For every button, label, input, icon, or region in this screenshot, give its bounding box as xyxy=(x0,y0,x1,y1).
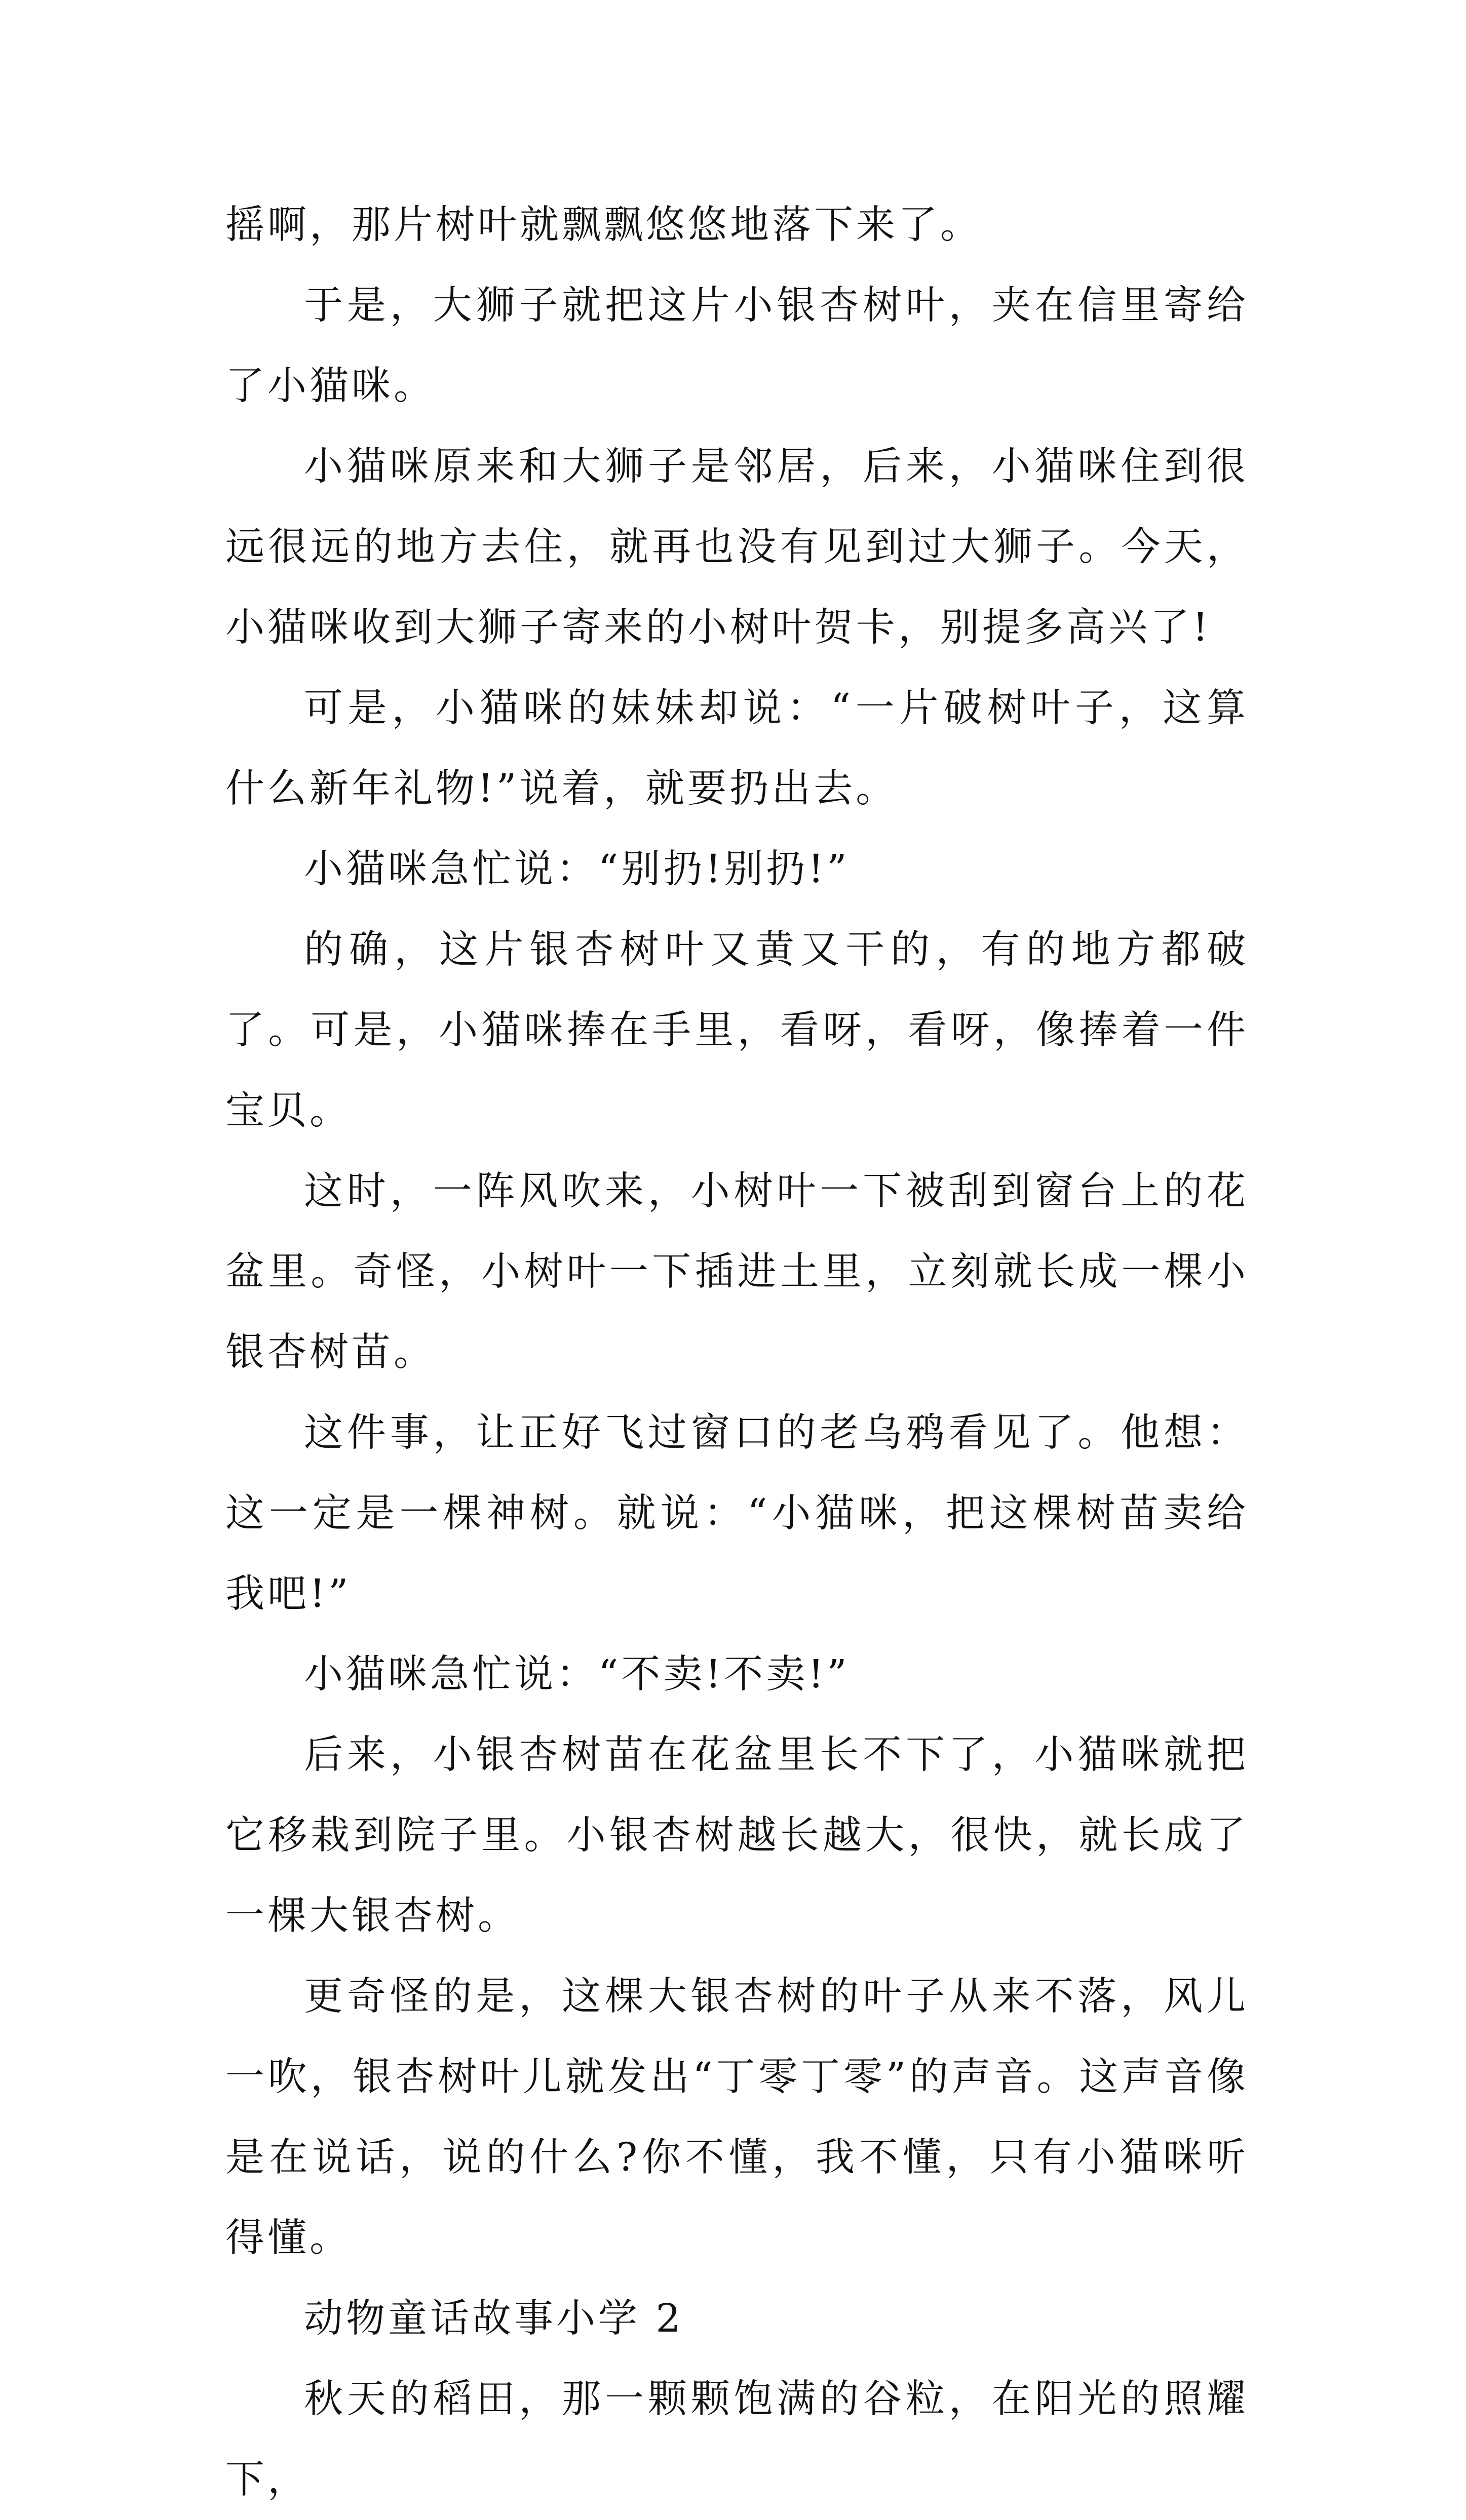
paragraph: 这件事，让正好飞过窗口的老乌鸦看见了。他想：这一定是一棵神树。就说：“小猫咪，把这棵树苗卖给我吧!” xyxy=(225,1410,1249,1617)
paragraph: 于是，大狮子就把这片小银杏树叶，夹在信里寄给了小猫咪。 xyxy=(225,283,1249,409)
paragraph: 摇啊，那片树叶就飘飘悠悠地落下来了。 xyxy=(225,203,982,248)
paragraph: 更奇怪的是，这棵大银杏树的叶子从来不落，风儿一吹，银杏树叶儿就发出“丁零丁零”的声音。这声音像是在说话，说的什么?你不懂，我不懂，只有小猫咪听得懂。 xyxy=(225,1974,1249,2261)
paragraph: 小猫咪急忙说：“别扔!别扔!” xyxy=(304,847,850,892)
paragraph: 后来，小银杏树苗在花盆里长不下了，小猫咪就把它移栽到院子里。小银杏树越长越大，很快，就长成了一棵大银杏树。 xyxy=(225,1733,1249,1939)
paragraph: 小猫咪急忙说：“不卖!不卖!” xyxy=(304,1652,850,1697)
paragraph: 的确，这片银杏树叶又黄又干的，有的地方都破了。可是，小猫咪捧在手里，看呀，看呀，像捧着一件宝贝。 xyxy=(225,927,1249,1133)
paragraph: 这时，一阵风吹来，小树叶一下被刮到窗台上的花盆里。奇怪，小树叶一下插进土里，立刻就长成一棵小银杏树苗。 xyxy=(225,1169,1249,1375)
paragraph: 可是，小猫咪的妹妹却说：“一片破树叶子，这算什么新年礼物!”说着，就要扔出去。 xyxy=(225,686,1249,811)
paragraph: 秋天的稻田，那一颗颗饱满的谷粒，在阳光的照耀下， xyxy=(225,2377,1249,2502)
paragraph: 小猫咪原来和大狮子是邻居，后来，小猫咪住到很远很远的地方去住，就再也没有见到过大狮子。今天，小猫咪收到大狮子寄来的小树叶贺卡，别提多高兴了! xyxy=(225,444,1249,650)
document-body xyxy=(225,185,1249,2520)
section-heading: 动物童话故事小学 2 xyxy=(304,2296,684,2341)
